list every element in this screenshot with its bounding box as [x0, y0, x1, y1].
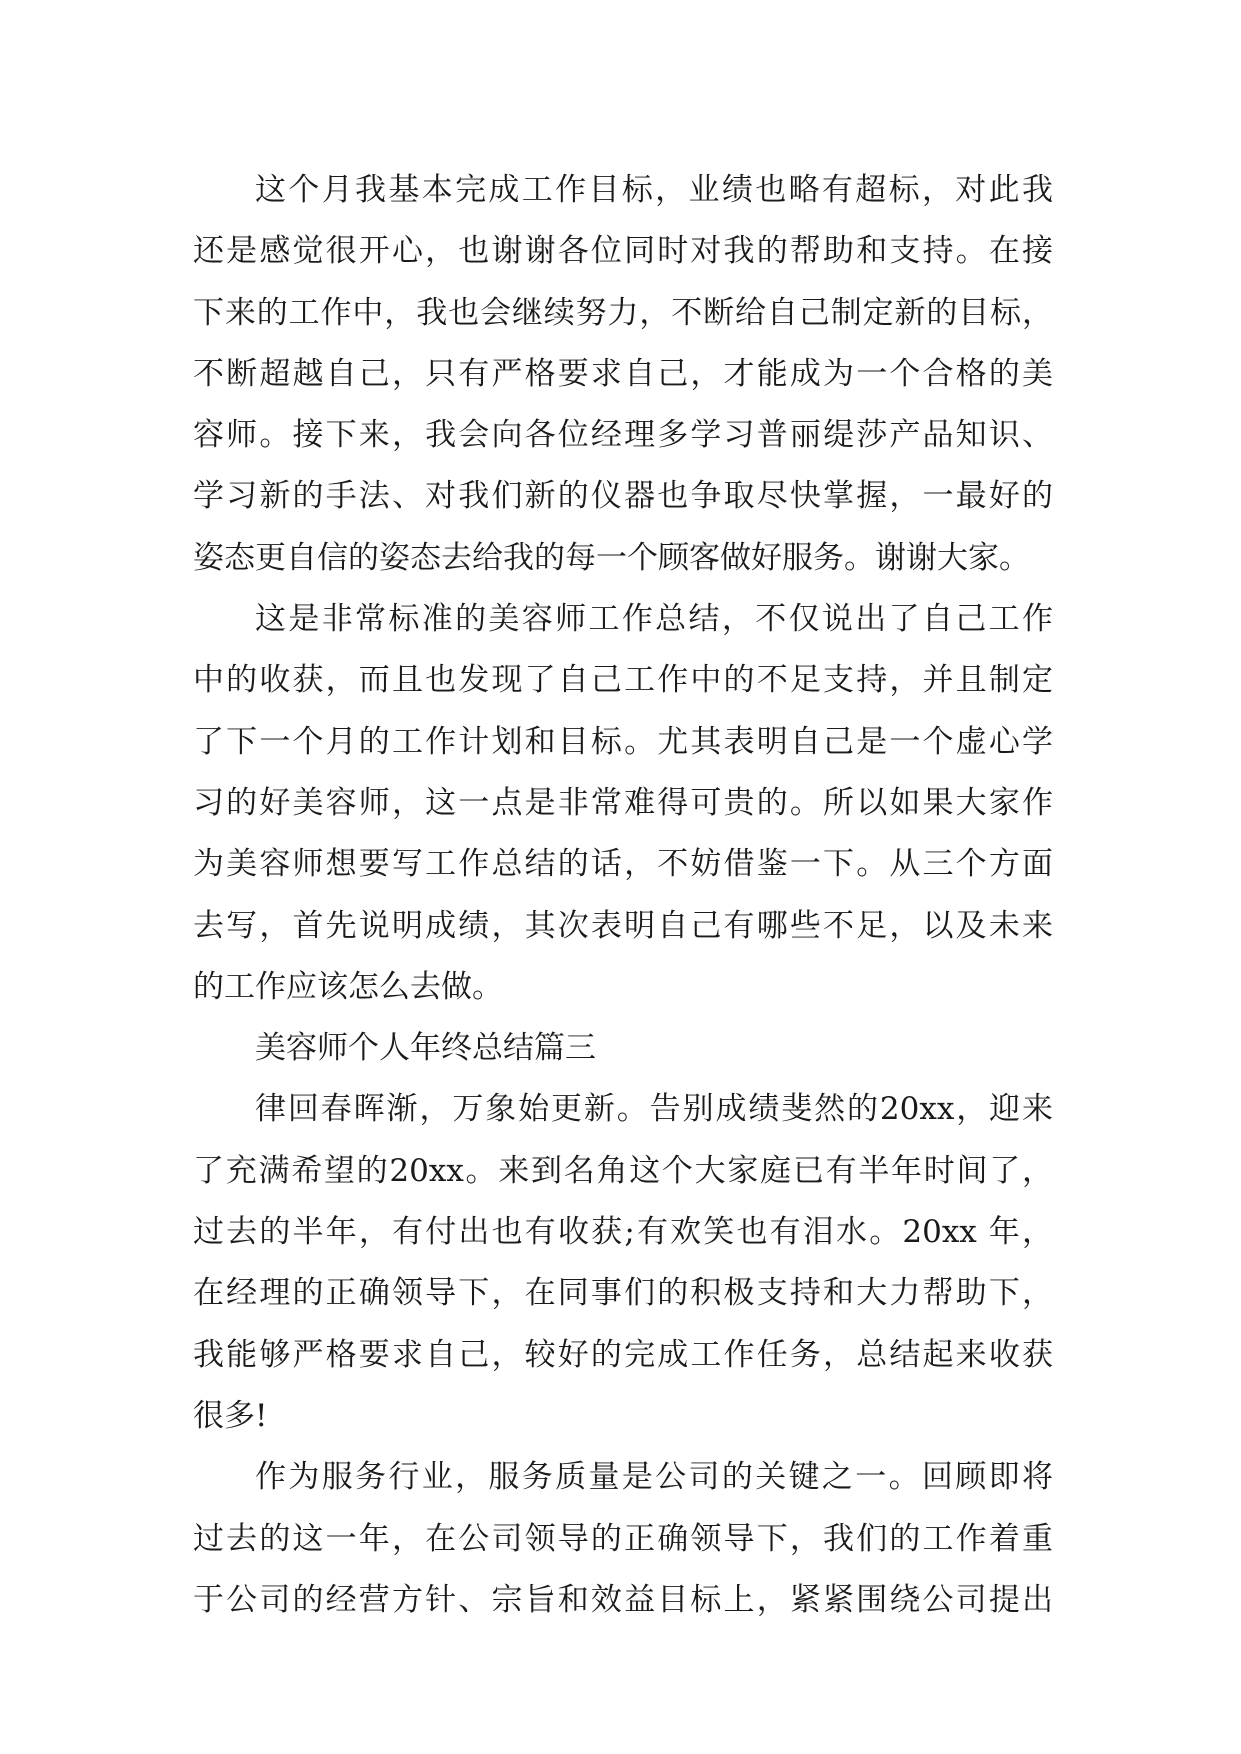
- text-line: 习的好美容师，这一点是非常难得可贵的。所以如果大家作: [193, 784, 1053, 821]
- text-line: 在经理的正确领导下，在同事们的积极支持和大力帮助下，: [193, 1275, 1053, 1312]
- paragraph-4: [193, 1447, 1053, 1631]
- text-line: 我能够严格要求自己，较好的完成工作任务，总结起来收获: [193, 1336, 1053, 1373]
- section-title: 美容师个人年终总结篇三: [255, 1030, 596, 1067]
- text-line: 这个月我基本完成工作目标，业绩也略有超标，对此我: [255, 172, 1053, 208]
- text-line: 的工作应该怎么去做。: [193, 968, 503, 1005]
- text-line: 下来的工作中，我也会继续努力，不断给自己制定新的目标，: [193, 294, 1053, 331]
- paragraph-2: [193, 589, 1053, 1018]
- text-line: 了下一个月的工作计划和目标。尤其表明自己是一个虚心学: [193, 723, 1053, 760]
- text-line: 很多!: [193, 1397, 268, 1434]
- text-line: 律回春晖渐，万象始更新。告别成绩斐然的20xx，迎来: [255, 1091, 1053, 1128]
- text-line: 不断超越自己，只有严格要求自己，才能成为一个合格的美: [193, 355, 1053, 392]
- text-line: 为美容师想要写工作总结的话，不妨借鉴一下。从三个方面: [193, 846, 1053, 883]
- body-text: [193, 160, 1053, 1631]
- text-line: 中的收获，而且也发现了自己工作中的不足支持，并且制定: [193, 662, 1053, 699]
- text-line: 作为服务行业，服务质量是公司的关键之一。回顾即将: [255, 1459, 1053, 1496]
- text-line: 学习新的手法、对我们新的仪器也争取尽快掌握，一最好的: [193, 478, 1053, 515]
- paragraph-1: [193, 160, 1053, 589]
- section-heading: [193, 1018, 1053, 1079]
- text-line: 过去的这一年，在公司领导的正确领导下，我们的工作着重: [193, 1520, 1053, 1557]
- text-line: 去写，首先说明成绩，其次表明自己有哪些不足，以及未来: [193, 907, 1053, 944]
- text-line: 这是非常标准的美容师工作总结，不仅说出了自己工作: [255, 601, 1053, 638]
- text-line: 容师。接下来，我会向各位经理多学习普丽缇莎产品知识、: [193, 417, 1053, 454]
- paragraph-3: [193, 1079, 1053, 1447]
- text-line: 姿态更自信的姿态去给我的每一个顾客做好服务。谢谢大家。: [193, 539, 1030, 576]
- text-line: 过去的半年，有付出也有收获;有欢笑也有泪水。20xx 年，: [193, 1214, 1053, 1251]
- text-line: 了充满希望的20xx。来到名角这个大家庭已有半年时间了，: [193, 1152, 1053, 1189]
- text-line: 于公司的经营方针、宗旨和效益目标上，紧紧围绕公司提出: [193, 1581, 1053, 1618]
- text-line: 还是感觉很开心，也谢谢各位同时对我的帮助和支持。在接: [193, 233, 1053, 270]
